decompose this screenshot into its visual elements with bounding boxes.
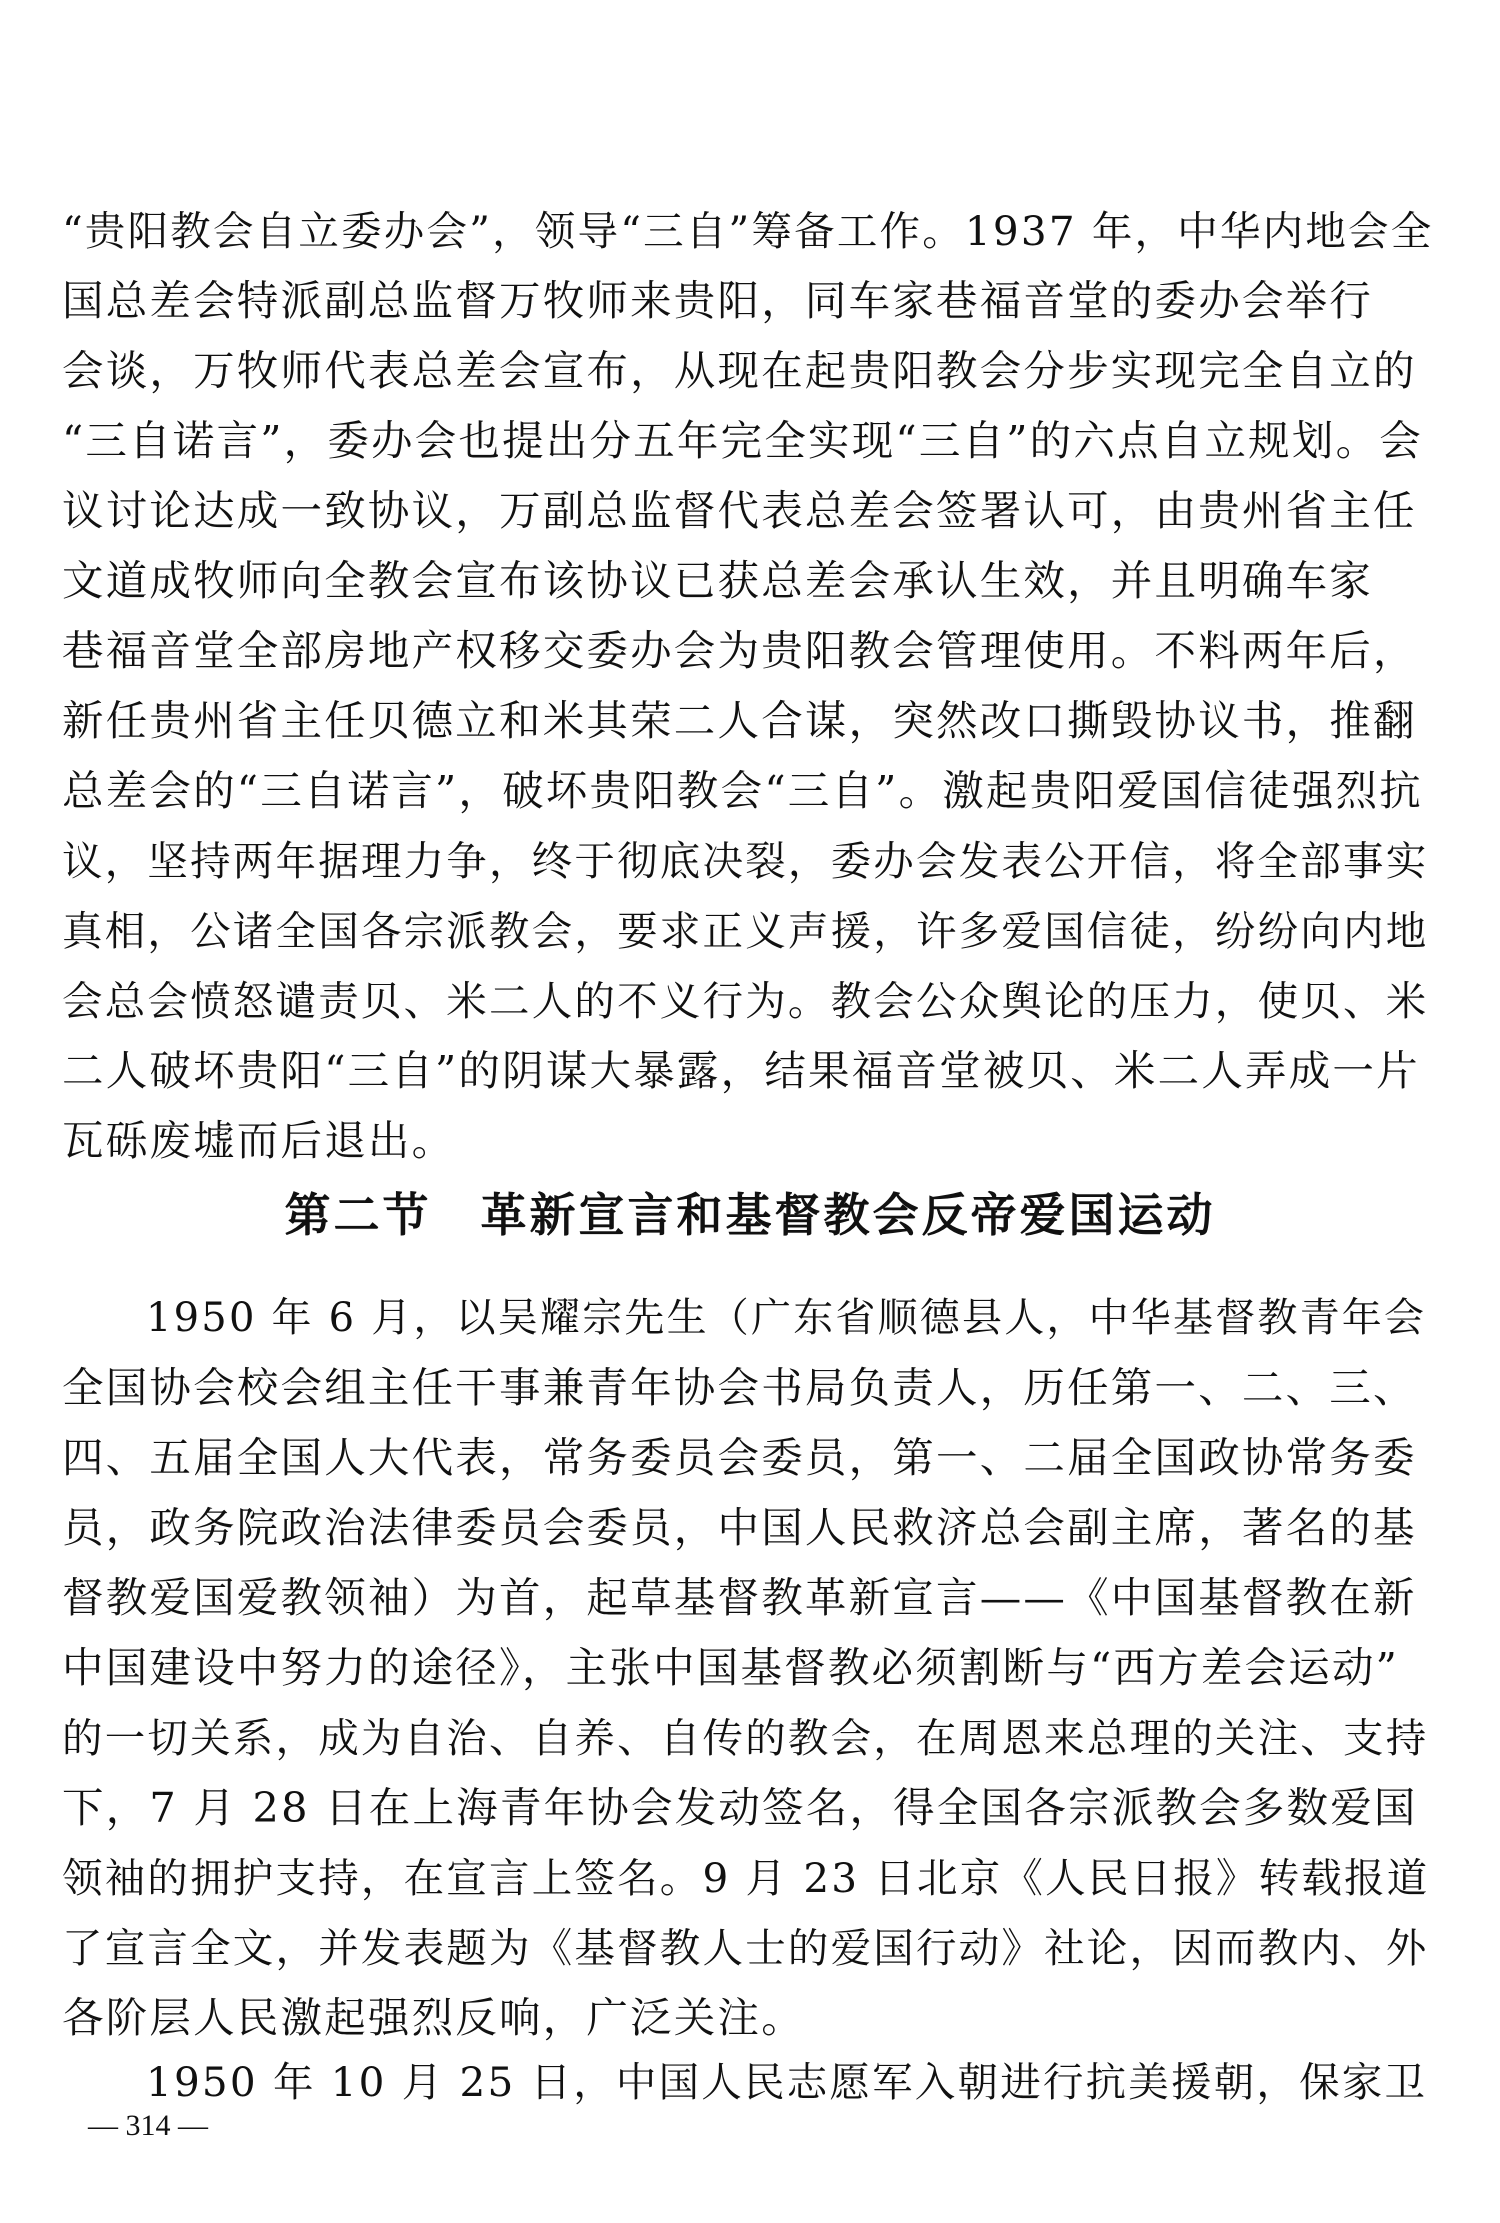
page-number: — 314 — [88, 2109, 208, 2142]
text-line: 了宣言全文，并发表题为《基督教人士的爱国行动》社论，因而教内、外 [62, 1924, 1429, 1972]
text-line: 国总差会特派副总监督万牧师来贵阳，同车家巷福音堂的委办会举行 [62, 276, 1374, 325]
text-line: 新任贵州省主任贝德立和米其荣二人合谋，突然改口撕毁协议书，推翻 [62, 696, 1417, 745]
text-line: 二人破坏贵阳“三自”的阴谋大暴露，结果福音堂被贝、米二人弄成一片 [62, 1046, 1420, 1095]
text-line: 中国建设中努力的途径》，主张中国基督教必须割断与“西方差会运动” [62, 1643, 1400, 1692]
text-line: “贵阳教会自立委办会”，领导“三自”筹备工作。1937 年，中华内地会全 [62, 207, 1434, 255]
text-line: 瓦砾废墟而后退出。 [62, 1116, 456, 1165]
text-line: 督教爱国爱教领袖）为首，起草基督教革新宣言——《中国基督教在新 [62, 1573, 1417, 1622]
section-heading: 第二节 革新宣言和基督教会反帝爱国运动 [284, 1188, 1216, 1242]
text-line: 巷福音堂全部房地产权移交委办会为贵阳教会管理使用。不料两年后， [62, 626, 1417, 675]
text-line: 文道成牧师向全教会宣布该协议已获总差会承认生效，并且明确车家 [62, 556, 1374, 605]
text-line: 全国协会校会组主任干事兼青年协会书局负责人，历任第一、二、三、 [62, 1363, 1417, 1412]
paragraph-3 [62, 2047, 1440, 2117]
text-line: 各阶层人民激起强烈反响，广泛关注。 [62, 1993, 805, 2042]
text-line: 领袖的拥护支持，在宣言上签名。9 月 23 日北京《人民日报》转载报道 [62, 1854, 1430, 1902]
text-line: 1950 年 6 月，以吴耀宗先生（广东省顺德县人，中华基督教青年会 [146, 1295, 1427, 1341]
paragraph-2 [62, 1283, 1440, 2053]
text-line: 的一切关系，成为自治、自养、自传的教会，在周恩来总理的关注、支持 [62, 1714, 1429, 1762]
text-line: 总差会的“三自诺言”，破坏贵阳教会“三自”。激起贵阳爱国信徒强烈抗 [62, 766, 1423, 815]
text-line: 真相，公诸全国各宗派教会，要求正义声援，许多爱国信徒，纷纷向内地 [62, 907, 1429, 955]
text-line: 员，政务院政治法律委员会委员，中国人民救济总会副主席，著名的基 [62, 1503, 1417, 1552]
text-line: 下，7 月 28 日在上海青年协会发动签名，得全国各宗派教会多数爱国 [62, 1783, 1418, 1832]
text-line: 1950 年 10 月 25 日，中国人民志愿军入朝进行抗美援朝，保家卫 [146, 2058, 1428, 2106]
text-line: 议讨论达成一致协议，万副总监督代表总差会签署认可，由贵州省主任 [62, 486, 1417, 535]
text-line: 会总会愤怒谴责贝、米二人的不义行为。教会公众舆论的压力，使贝、米 [62, 977, 1429, 1025]
paragraph-1 [62, 196, 1440, 1176]
text-line: “三自诺言”，委办会也提出分五年完全实现“三自”的六点自立规划。会 [62, 416, 1423, 465]
text-line: 议，坚持两年据理力争，终于彻底决裂，委办会发表公开信，将全部事实 [62, 837, 1429, 885]
text-line: 四、五届全国人大代表，常务委员会委员，第一、二届全国政协常务委 [62, 1433, 1417, 1482]
text-line: 会谈，万牧师代表总差会宣布，从现在起贵阳教会分步实现完全自立的 [62, 346, 1417, 395]
